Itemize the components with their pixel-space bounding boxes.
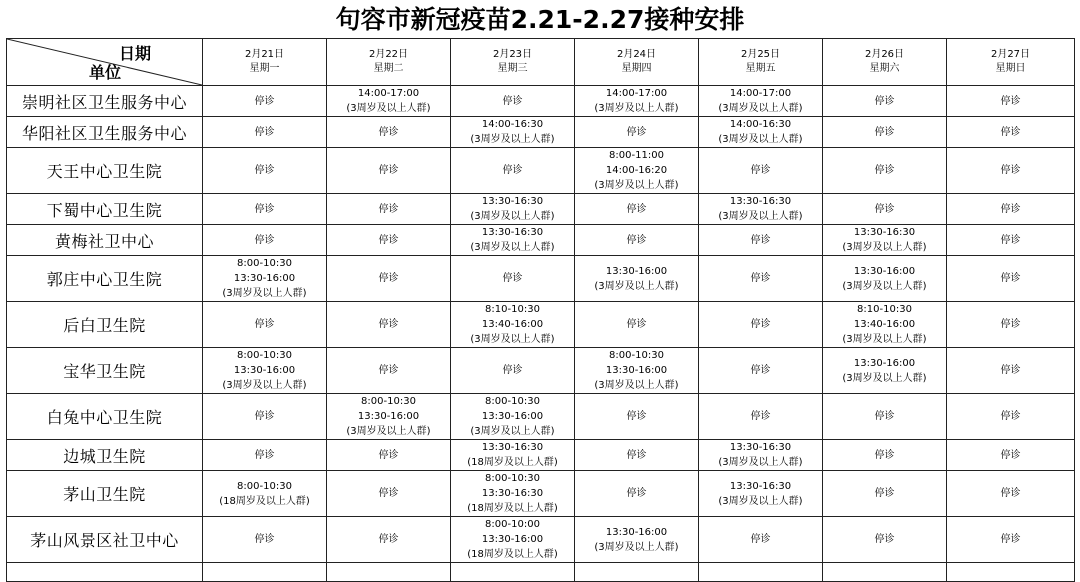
schedule-cell [947,348,1075,394]
schedule-cell [203,517,327,563]
schedule-cell-line: 停诊 [626,319,647,330]
table-row [7,117,1075,148]
schedule-cell [575,302,699,348]
schedule-cell [327,471,451,517]
schedule-cell-line: 停诊 [254,234,275,246]
schedule-cell-line: 停诊 [750,165,771,176]
schedule-cell-line: 8:00-10:00 [485,519,540,530]
table-row [7,194,1075,225]
schedule-cell [699,86,823,117]
schedule-cell-line: 停诊 [254,203,275,215]
schedule-cell-line: 13:30-16:00 [481,534,544,545]
day-weekday: 星期日 [995,63,1026,74]
table-row [7,394,1075,440]
schedule-cell [451,471,575,517]
schedule-cell [203,440,327,471]
schedule-cell [699,302,823,348]
schedule-cell-line: 停诊 [378,234,399,246]
unit-name-cell: 宝华卫生院 [7,348,203,394]
schedule-cell [699,194,823,225]
filler-cell [699,563,823,582]
table-row [7,302,1075,348]
schedule-cell-line: 停诊 [502,165,523,176]
schedule-cell-line: 8:00-10:30 [609,350,664,361]
schedule-cell-line: (3周岁及以上人群) [222,288,307,299]
schedule-cell-line: 停诊 [1000,273,1021,284]
schedule-cell-line: (3周岁及以上人群) [346,426,431,437]
schedule-cell [327,117,451,148]
schedule-cell-line: 停诊 [378,126,399,138]
day-date: 2月27日 [990,49,1031,60]
schedule-cell-line: 停诊 [378,534,399,545]
schedule-cell [947,471,1075,517]
schedule-cell-line: 13:30-16:30 [729,196,792,207]
day-date: 2月21日 [244,49,285,60]
schedule-cell-line: (3周岁及以上人群) [842,242,927,253]
schedule-cell-line: 停诊 [378,449,399,461]
schedule-cell [451,302,575,348]
schedule-cell [575,117,699,148]
schedule-cell-line: 13:30-16:00 [605,365,668,376]
schedule-cell-line: 停诊 [1000,95,1021,107]
schedule-cell [823,440,947,471]
schedule-cell-line: (3周岁及以上人群) [594,103,679,114]
schedule-cell-line: 8:00-10:30 [237,480,292,492]
schedule-cell-line: 14:00-16:20 [605,165,668,176]
schedule-cell-line: 停诊 [874,126,895,138]
schedule-cell-line: (3周岁及以上人群) [594,541,679,553]
filler-cell [203,563,327,582]
schedule-cell-line: 停诊 [874,165,895,176]
schedule-cell [575,348,699,394]
schedule-cell-line: 停诊 [626,203,647,215]
day-date: 2月23日 [492,49,533,60]
schedule-cell-line: (3周岁及以上人群) [718,103,803,114]
schedule-cell-line: 13:30-16:30 [481,442,544,453]
schedule-cell-line: (18周岁及以上人群) [467,457,558,468]
schedule-cell-line: 14:00-17:00 [605,88,668,99]
schedule-cell [699,148,823,194]
schedule-cell-line: 停诊 [750,234,771,246]
schedule-cell [327,256,451,302]
day-date: 2月26日 [864,49,905,60]
schedule-cell [575,394,699,440]
schedule-cell-line: 13:30-16:30 [729,480,792,492]
schedule-cell [823,394,947,440]
schedule-cell-line: 停诊 [750,365,771,376]
day-weekday: 星期二 [373,63,404,74]
schedule-cell-line: (3周岁及以上人群) [718,134,803,145]
schedule-cell-line: 停诊 [254,126,275,138]
schedule-cell-line: 停诊 [626,449,647,461]
header-row [7,39,1075,86]
schedule-cell-line: (18周岁及以上人群) [467,503,558,514]
schedule-cell-line: 停诊 [750,319,771,330]
schedule-cell-line: (18周岁及以上人群) [467,549,558,560]
schedule-cell-line: 停诊 [378,319,399,330]
schedule-cell-line: 停诊 [254,411,275,422]
schedule-cell [327,225,451,256]
schedule-cell [823,302,947,348]
schedule-cell-line: 13:30-16:00 [853,357,916,369]
day-weekday: 星期四 [621,63,652,74]
filler-cell [451,563,575,582]
schedule-cell [327,440,451,471]
schedule-cell [947,148,1075,194]
corner-unit-label: 单位 [89,63,122,82]
schedule-cell-line: 8:00-11:00 [609,150,664,161]
schedule-cell-line: 停诊 [874,488,895,499]
schedule-cell-line: 停诊 [502,273,523,284]
table-row [7,517,1075,563]
schedule-cell [203,256,327,302]
schedule-cell [699,117,823,148]
schedule-cell [203,148,327,194]
schedule-cell-line: (18周岁及以上人群) [219,495,310,507]
schedule-cell-line: (3周岁及以上人群) [470,211,555,222]
schedule-cell-line: (3周岁及以上人群) [470,426,555,437]
unit-name-cell: 白兔中心卫生院 [7,394,203,440]
unit-name-cell: 茅山风景区社卫中心 [7,517,203,563]
schedule-cell-line: (3周岁及以上人群) [594,380,679,391]
day-date: 2月25日 [740,49,781,60]
schedule-cell-line: 停诊 [1000,234,1021,246]
table-row [7,86,1075,117]
day-header [327,39,451,86]
schedule-cell [699,517,823,563]
schedule-cell [823,471,947,517]
schedule-cell [575,225,699,256]
schedule-cell [203,348,327,394]
schedule-cell [575,471,699,517]
schedule-cell-line: 停诊 [1000,203,1021,215]
filler-cell [327,563,451,582]
schedule-cell [451,148,575,194]
schedule-cell [451,517,575,563]
schedule-cell [699,394,823,440]
schedule-cell [451,394,575,440]
schedule-cell [327,517,451,563]
schedule-cell-line: 13:30-16:00 [233,365,296,376]
schedule-cell-line: 停诊 [750,534,771,545]
schedule-cell-line: 13:30-16:30 [481,488,544,499]
schedule-cell-line: (3周岁及以上人群) [470,242,555,253]
schedule-cell [451,256,575,302]
schedule-cell-line: 停诊 [254,95,275,107]
schedule-cell [451,86,575,117]
schedule-cell-line: (3周岁及以上人群) [594,180,679,191]
schedule-cell [823,348,947,394]
day-date: 2月22日 [368,49,409,60]
filler-cell [823,563,947,582]
day-header [947,39,1075,86]
schedule-cell [575,86,699,117]
schedule-cell-line: 停诊 [378,203,399,215]
schedule-cell [947,256,1075,302]
schedule-cell [327,302,451,348]
schedule-cell-line: 8:00-10:30 [485,396,540,407]
schedule-cell-line: (3周岁及以上人群) [842,334,927,345]
schedule-cell-line: 13:30-16:30 [729,442,792,453]
unit-name-cell: 天王中心卫生院 [7,148,203,194]
schedule-cell-line: 停诊 [378,488,399,499]
schedule-cell-line: (3周岁及以上人群) [346,103,431,114]
day-date: 2月24日 [616,49,657,60]
schedule-cell-line: 14:00-17:00 [729,88,792,99]
schedule-cell-line: 停诊 [1000,165,1021,176]
schedule-cell [203,394,327,440]
schedule-cell-line: 13:30-16:30 [853,227,916,238]
schedule-cell [823,117,947,148]
table-row [7,440,1075,471]
day-weekday: 星期三 [497,63,528,74]
schedule-cell-line: 停诊 [1000,319,1021,330]
schedule-cell [575,440,699,471]
schedule-cell [947,394,1075,440]
schedule-cell-line: (3周岁及以上人群) [842,280,927,292]
schedule-cell-line: (3周岁及以上人群) [842,372,927,384]
schedule-cell-line: (3周岁及以上人群) [470,334,555,345]
schedule-cell [203,117,327,148]
unit-name-cell: 茅山卫生院 [7,471,203,517]
schedule-cell [699,348,823,394]
day-header [451,39,575,86]
schedule-cell-line: 停诊 [750,411,771,422]
table-row [7,471,1075,517]
day-header [575,39,699,86]
schedule-cell-line: 13:30-16:30 [481,227,544,238]
schedule-cell-line: 8:00-10:30 [237,350,292,361]
schedule-cell-line: 停诊 [502,95,523,107]
schedule-table [6,38,1075,582]
schedule-cell-line: 13:40-16:00 [853,319,916,330]
table-row [7,225,1075,256]
schedule-cell-line: (3周岁及以上人群) [718,211,803,222]
schedule-cell-line: (3周岁及以上人群) [594,280,679,292]
schedule-cell-line: 停诊 [378,165,399,176]
schedule-cell-line: (3周岁及以上人群) [718,457,803,468]
table-row [7,256,1075,302]
table-row [7,148,1075,194]
schedule-cell-line: 8:10-10:30 [857,304,912,315]
schedule-cell [947,117,1075,148]
schedule-cell-line: 8:10-10:30 [485,304,540,315]
schedule-cell-line: 13:30-16:00 [605,265,668,277]
schedule-cell-line: 停诊 [626,234,647,246]
schedule-cell [327,148,451,194]
schedule-cell [203,471,327,517]
schedule-cell-line: 停诊 [378,273,399,284]
schedule-cell [947,302,1075,348]
schedule-cell-line: 停诊 [874,95,895,107]
schedule-cell-line: 13:30-16:30 [481,196,544,207]
schedule-cell [947,225,1075,256]
schedule-cell-line: 停诊 [502,365,523,376]
schedule-cell-line: (3周岁及以上人群) [718,495,803,507]
schedule-cell-line: 停诊 [254,449,275,461]
unit-name-cell: 边城卫生院 [7,440,203,471]
schedule-cell [947,517,1075,563]
schedule-cell-line: 13:30-16:00 [233,273,296,284]
schedule-cell [203,86,327,117]
day-weekday: 星期五 [745,63,776,74]
filler-cell [575,563,699,582]
schedule-cell [451,117,575,148]
unit-name-cell: 下蜀中心卫生院 [7,194,203,225]
schedule-cell [575,194,699,225]
schedule-cell [823,517,947,563]
schedule-cell [575,256,699,302]
day-header [203,39,327,86]
schedule-cell [699,471,823,517]
schedule-cell-line: (3周岁及以上人群) [222,380,307,391]
schedule-cell [451,440,575,471]
page-title: 句容市新冠疫苗2.21-2.27接种安排 [335,5,745,34]
schedule-cell-line: 13:30-16:00 [357,411,420,422]
schedule-cell-line: 停诊 [1000,126,1021,138]
day-weekday: 星期六 [869,63,900,74]
schedule-cell-line: 停诊 [874,534,895,545]
schedule-cell [203,302,327,348]
day-weekday: 星期一 [249,63,280,74]
unit-name-cell: 崇明社区卫生服务中心 [7,86,203,117]
schedule-cell [947,440,1075,471]
unit-name-cell: 华阳社区卫生服务中心 [7,117,203,148]
corner-header [7,39,203,86]
schedule-cell [823,86,947,117]
schedule-cell-line: 停诊 [254,319,275,330]
schedule-cell [823,225,947,256]
unit-name-cell: 郭庄中心卫生院 [7,256,203,302]
schedule-cell [327,348,451,394]
schedule-cell-line: 14:00-16:30 [729,119,792,130]
schedule-cell [947,86,1075,117]
schedule-cell [699,256,823,302]
corner-date-label: 日期 [119,44,152,63]
schedule-cell-line: 停诊 [1000,365,1021,376]
schedule-cell-line: 停诊 [626,411,647,422]
schedule-cell-line: 停诊 [1000,488,1021,499]
schedule-cell [575,148,699,194]
unit-name-cell: 黄梅社卫中心 [7,225,203,256]
schedule-cell-line: 停诊 [254,165,275,176]
schedule-body [7,86,1075,582]
schedule-cell [451,348,575,394]
schedule-cell-line: 8:00-10:30 [237,258,292,269]
schedule-cell [451,194,575,225]
schedule-cell-line: 14:00-17:00 [357,88,420,99]
schedule-cell [327,394,451,440]
schedule-cell-line: 停诊 [874,449,895,461]
schedule-cell-line: 13:30-16:00 [481,411,544,422]
day-header [823,39,947,86]
filler-cell [947,563,1075,582]
schedule-cell [823,194,947,225]
schedule-cell [327,86,451,117]
schedule-cell [699,440,823,471]
schedule-cell-line: 停诊 [1000,411,1021,422]
schedule-cell-line: 停诊 [1000,449,1021,461]
schedule-cell-line: 14:00-16:30 [481,119,544,130]
schedule-cell-line: 停诊 [750,273,771,284]
schedule-cell [451,225,575,256]
schedule-cell [823,256,947,302]
schedule-cell [203,194,327,225]
schedule-cell-line: 13:30-16:00 [853,265,916,277]
schedule-cell-line: 停诊 [626,488,647,499]
schedule-cell-line: 8:00-10:30 [361,396,416,407]
schedule-cell-line: 13:40-16:00 [481,319,544,330]
schedule-cell-line: 8:00-10:30 [485,473,540,484]
schedule-cell [575,517,699,563]
filler-cell [7,563,203,582]
schedule-cell-line: (3周岁及以上人群) [470,134,555,145]
schedule-cell [203,225,327,256]
day-header [699,39,823,86]
schedule-cell-line: 停诊 [874,411,895,422]
schedule-cell-line: 13:30-16:00 [605,526,668,538]
schedule-cell-line: 停诊 [874,203,895,215]
schedule-cell [947,194,1075,225]
unit-name-cell: 后白卫生院 [7,302,203,348]
schedule-cell [327,194,451,225]
schedule-cell [699,225,823,256]
filler-row [7,563,1075,582]
schedule-cell [823,148,947,194]
schedule-cell-line: 停诊 [378,365,399,376]
schedule-cell-line: 停诊 [254,534,275,545]
table-row [7,348,1075,394]
schedule-cell-line: 停诊 [626,126,647,138]
schedule-cell-line: 停诊 [1000,534,1021,545]
